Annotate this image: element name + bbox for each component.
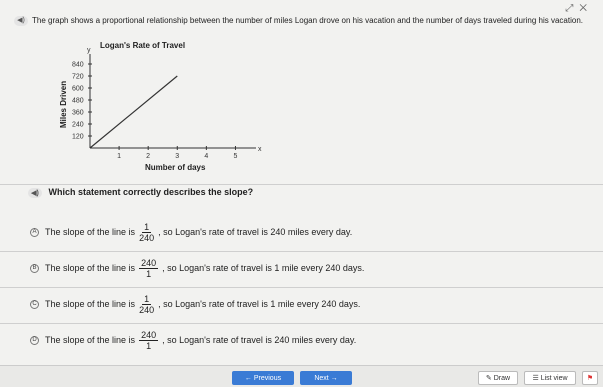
flag-icon: ⚑	[586, 375, 594, 382]
draw-label: Draw	[493, 374, 511, 382]
y-tick-label: 600	[72, 85, 84, 93]
series-line	[90, 76, 177, 148]
fraction	[139, 222, 154, 243]
divider	[0, 287, 603, 288]
speaker-icon[interactable]: ◀)	[28, 188, 42, 198]
divider	[0, 184, 603, 185]
line-chart	[60, 40, 260, 175]
choice-bubble[interactable]: C	[30, 300, 39, 309]
chart-title: Logan's Rate of Travel	[100, 41, 186, 50]
fraction	[139, 294, 154, 315]
bottom-bar	[0, 365, 603, 387]
y-tick-label: 240	[72, 121, 84, 129]
close-icon[interactable]: ✕	[579, 3, 593, 14]
numerator: 240	[141, 257, 157, 268]
choice-bubble[interactable]: A	[30, 228, 39, 237]
divider	[0, 323, 603, 324]
choice-text: The slope of the line is	[45, 263, 136, 273]
question-text: Which statement correctly describes the slope?	[48, 187, 254, 197]
x-axis-letter: x	[258, 146, 262, 153]
choice-text-end: , so Logan's rate of travel is 1 mile every 240 days.	[158, 299, 361, 309]
top-bar	[0, 0, 603, 12]
choice-text: The slope of the line is	[45, 335, 136, 345]
prompt-text: The graph shows a proportional relationship between the number of miles Logan drove on his vacation and the number of days traveled during his vacation.	[32, 16, 583, 25]
choice-bubble[interactable]: D	[30, 336, 39, 345]
numerator: 1	[144, 293, 150, 304]
denominator: 240	[139, 232, 155, 243]
choice-b[interactable]	[30, 255, 364, 281]
x-tick-label: 3	[175, 153, 180, 160]
divider	[0, 251, 603, 252]
choice-a[interactable]	[30, 219, 352, 245]
choice-text: The slope of the line is	[45, 299, 136, 309]
choice-text-end: , so Logan's rate of travel is 1 mile every 240 days.	[162, 263, 365, 273]
choice-c[interactable]	[30, 291, 360, 317]
x-tick-label: 4	[204, 153, 209, 160]
x-axis-label: Number of days	[145, 163, 206, 172]
choice-text-end: , so Logan's rate of travel is 240 miles every day.	[162, 335, 357, 345]
expand-icon[interactable]: ⤢	[565, 3, 580, 14]
choice-text: The slope of the line is	[45, 227, 136, 237]
y-tick-label: 840	[72, 61, 84, 69]
window-controls[interactable]	[565, 3, 593, 14]
pencil-icon: ✎	[485, 375, 494, 382]
y-tick-label: 480	[72, 97, 84, 105]
prompt	[17, 16, 592, 26]
fraction	[139, 330, 158, 351]
x-tick-label: 2	[146, 153, 151, 160]
list-view-label: List view	[540, 374, 568, 382]
flag-button[interactable]	[582, 371, 598, 385]
choice-bubble[interactable]: B	[30, 264, 39, 273]
list-icon: ☰	[532, 375, 541, 382]
y-tick-label: 720	[72, 73, 84, 81]
choice-d[interactable]	[30, 327, 356, 353]
chart-svg	[60, 40, 260, 175]
y-axis-letter: y	[87, 47, 91, 54]
previous-button[interactable]: ← Previous	[232, 371, 294, 385]
denominator: 1	[146, 340, 152, 351]
y-axis-label: Miles Driven	[59, 80, 68, 128]
speaker-icon[interactable]: ◀)	[14, 16, 28, 26]
list-view-button[interactable]	[524, 371, 576, 385]
x-tick-label: 1	[117, 153, 121, 160]
denominator: 240	[139, 304, 155, 315]
choice-text-end: , so Logan's rate of travel is 240 miles every day.	[158, 227, 353, 237]
numerator: 1	[144, 221, 150, 232]
x-tick-label: 5	[233, 153, 238, 160]
y-tick-label: 360	[72, 109, 84, 117]
draw-button[interactable]	[478, 371, 518, 385]
y-tick-label: 120	[72, 133, 84, 141]
question	[28, 187, 253, 198]
next-button[interactable]: Next →	[300, 371, 352, 385]
fraction	[139, 258, 158, 279]
numerator: 240	[141, 329, 157, 340]
denominator: 1	[146, 268, 152, 279]
